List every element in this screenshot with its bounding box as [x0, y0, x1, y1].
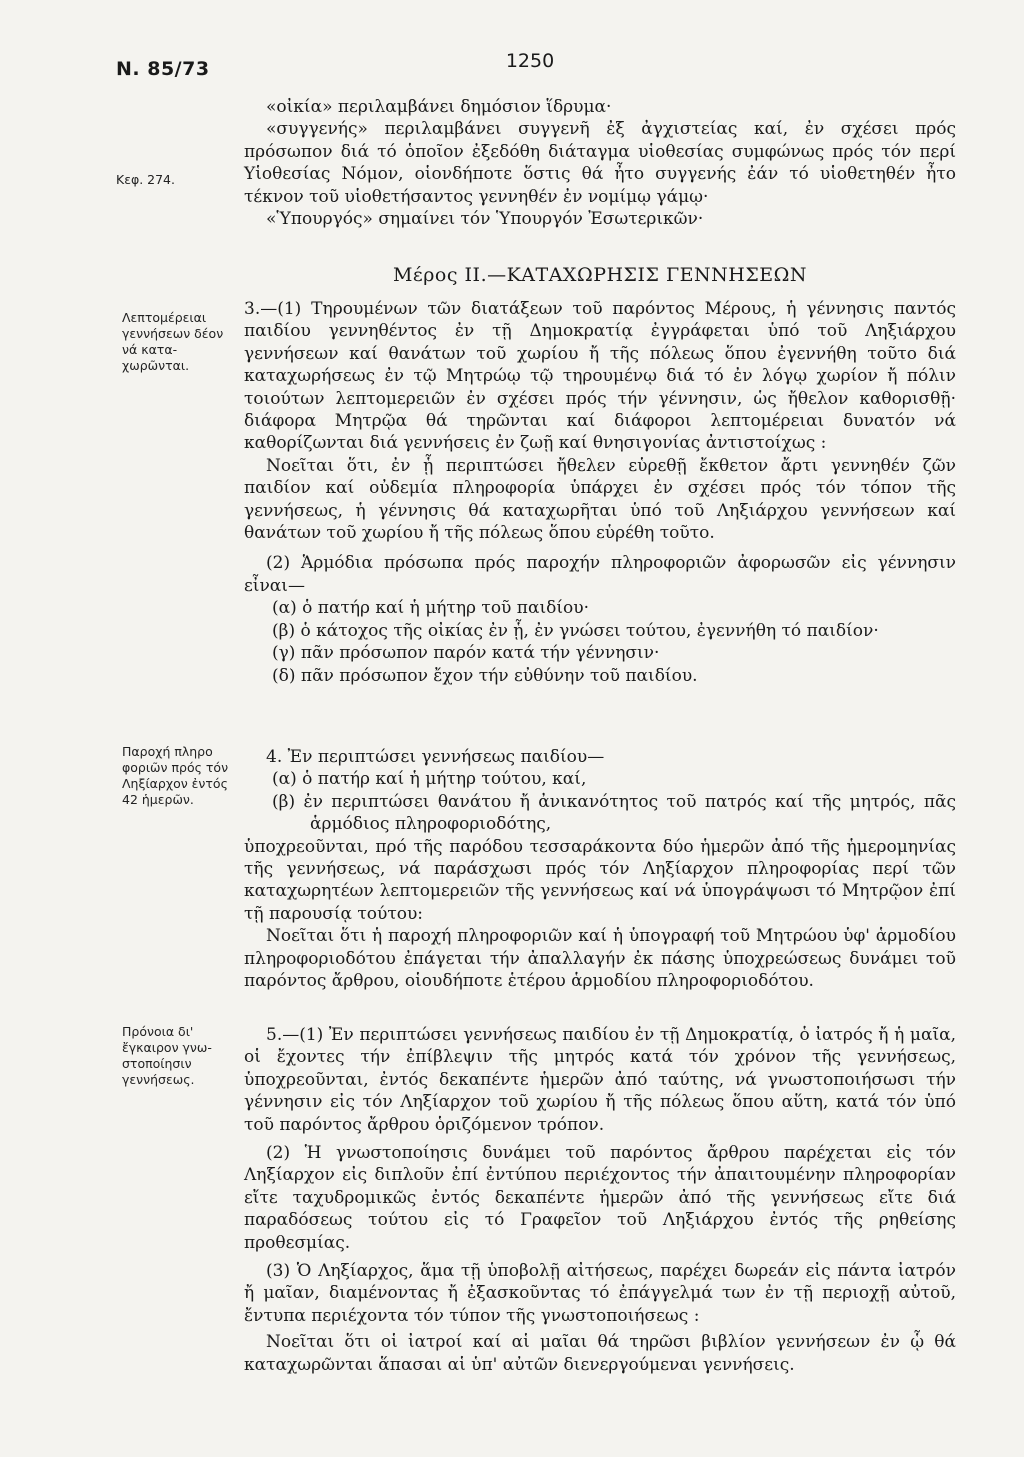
section-5-paragraph-2: (2) Ἡ γνωστοποίησις δυνάμει τοῦ παρόντος ἄρθρου παρέχεται εἰς τόν Ληξίαρχον εἰς διπλοῦν ἐπί ἐντύπου περιέχοντος τήν ἀπαιτουμένην πληροφορίαν εἴτε ταχυδρομικῶς ἐντός δεκαπέντε ἡμερῶν ἀπό τῆς γεννήσεως εἴτε διά παραδόσεως τούτου εἰς τό Γραφεῖον τοῦ Ληξιάρχου ἐντός τῆς ρηθείσης προθεσμίας.	[244, 1143, 956, 1253]
section-3	[244, 298, 956, 687]
margin-note-notification: Πρόνοια δι' ἔγκαιρον γνω-στοποίησιν γεννήσεως.	[122, 1024, 212, 1087]
section-4-item-b: (β) ἐν περιπτώσει θανάτου ἤ ἀνικανότητος τοῦ πατρός καί τῆς μητρός, πᾶς ἁρμόδιος πληροφοριοδότης,	[272, 791, 956, 835]
definition-syggenis: «συγγενής» περιλαμβάνει συγγενῆ ἐξ ἀγχιστείας καί, ἐν σχέσει πρός πρόσωπον διά τό ὁποῖον ἐξεδόθη διάταγμα υἱοθεσίας συμφώνως πρός τόν περί Υἱοθεσίας Νόμον, οἱονδήποτε ὅστις θά ἦτο συγγενής ἐάν τό υἱοθετηθέν ἦτο τέκνον τοῦ υἱοθετήσαντος γεννηθέν ἐν νομίμῳ γάμῳ·	[244, 119, 956, 207]
section-5-proviso: Νοεῖται ὅτι οἱ ἰατροί καί αἱ μαῖαι θά τηρῶσι βιβλίον γεννήσεων ἐν ᾧ θά καταχωρῶνται ἅπασαι αἱ ὑπ' αὐτῶν διενεργούμεναι γεννήσεις.	[244, 1332, 956, 1375]
section-3-item-c: (γ) πᾶν πρόσωπον παρόν κατά τήν γέννησιν·	[272, 643, 660, 664]
margin-note-birth-details: Λεπτομέρειαι γεννήσεων δέον νά κατα-χωρῶνται.	[122, 310, 224, 373]
definition-oikia: «οἰκία» περιλαμβάνει δημόσιον ἵδρυμα·	[266, 97, 612, 117]
section-5	[244, 1024, 956, 1376]
section-4-proviso: Νοεῖται ὅτι ἡ παροχή πληροφοριῶν καί ἡ ὑπογραφή τοῦ Μητρώου ὑφ' ἁρμοδίου πληροφοριοδότου ἐπάγεται τήν ἀπαλλαγήν ἐκ πάσης ὑποχρεώσεως δυνάμει τοῦ παρόντος ἄρθρου, οἱουδήποτε ἑτέρου ἁρμοδίου πληροφοριοδότου.	[244, 926, 956, 992]
margin-note-information: Παροχή πληρο φοριῶν πρός τόν Ληξίαρχον ἐντός 42 ἡμερῶν.	[122, 744, 229, 807]
law-reference: Ν. 85/73	[116, 58, 210, 80]
section-5-paragraph-3: (3) Ὁ Ληξίαρχος, ἅμα τῇ ὑποβολῇ αἰτήσεως, παρέχει δωρεάν εἰς πάντα ἰατρόν ἤ μαῖαν, διαμένοντας ἤ ἐξασκοῦντας τό ἐπάγγελμά των ἐν τῇ περιοχῇ αὐτοῦ, ἔντυπα περιέχοντα τόν τύπον τῆς γνωστοποιήσεως :	[244, 1261, 956, 1326]
section-3-paragraph-1: 3.—(1) Τηρουμένων τῶν διατάξεων τοῦ παρόντος Μέρους, ἡ γέννησις παντός παιδίου γεννηθέντος ἐν τῇ Δημοκρατίᾳ ἐγγράφεται ὑπό τοῦ Ληξιάρχου γεννήσεων καί θανάτων τοῦ χωρίου ἤ τῆς πόλεως ὅπου ἐγεννήθη τοῦτο διά καταχωρήσεως ἐν τῷ Μητρώῳ τῷ τηρουμένῳ διά τό ἐν λόγῳ χωρίον ἤ πόλιν τοιούτων λεπτομερειῶν ἐν σχέσει πρός τήν γέννησιν, ὡς ἤθελον καθορισθῇ· διάφορα Μητρῷα θά τηρῶνται καί διάφοροι λεπτομέρειαι δυνατόν νά καθορίζωνται διά γεννήσεις ἐν ζωῇ καί θνησιγονίας ἀντιστοίχως :	[244, 299, 956, 454]
section-3-proviso: Νοεῖται ὅτι, ἐν ᾗ περιπτώσει ἤθελεν εὑρεθῇ ἔκθετον ἄρτι γεννηθέν ζῶν παιδίον καί οὐδεμία πληροφορία ὑπάρχει ἐν σχέσει πρός τόν τόπον τῆς γεννήσεως, ἡ γέννησις θά καταχωρῆται ὑπό τοῦ Ληξιάρχου γεννήσεων καί θανάτων τοῦ χωρίου ἤ τῆς πόλεως ὅπου εὑρέθη τοῦτο.	[244, 455, 956, 544]
section-4-intro: 4. Ἐν περιπτώσει γεννήσεως παιδίου—	[266, 747, 605, 767]
section-4-body: ὑποχρεοῦνται, πρό τῆς παρόδου τεσσαράκοντα δύο ἡμερῶν ἀπό τῆς ἡμερομηνίας τῆς γεννήσεως, νά παράσχωσι πρός τόν Ληξίαρχον πληροφορίας περί τῶν καταχωρητέων λεπτομερειῶν τῆς γεννήσεως καί νά ὑπογράψωσι τό Μητρῷον ἐπί τῇ παρουσίᾳ τούτου:	[244, 836, 956, 924]
section-3-item-d: (δ) πᾶν πρόσωπον ἔχον τήν εὐθύνην τοῦ παιδίου.	[272, 665, 698, 686]
page-number: 1250	[505, 50, 555, 72]
part-heading: Μέρος ΙΙ.—ΚΑΤΑΧΩΡΗΣΙΣ ΓΕΝΝΗΣΕΩΝ	[392, 264, 808, 286]
definition-ypourgos: «Ὑπουργός» σημαίνει τόν Ὑπουργόν Ἐσωτερικῶν·	[266, 209, 704, 230]
section-4	[244, 746, 956, 992]
section-5-paragraph-1: 5.—(1) Ἐν περιπτώσει γεννήσεως παιδίου ἐν τῇ Δημοκρατίᾳ, ὁ ἰατρός ἤ ἡ μαῖα, οἱ ἔχοντες τήν ἐπίβλεψιν τῆς μητρός κατά τόν χρόνον τῆς γεννήσεως, ὑποχρεοῦνται, ἐντός δεκαπέντε ἡμερῶν ἀπό ταύτης, νά γνωστοποιήσωσι τήν γέννησιν εἰς τόν Ληξίαρχον τοῦ χωρίου ἤ τῆς πόλεως ὅπου αὕτη, κατά τόν ὑπό τοῦ παρόντος ἄρθρου ὁριζόμενον τρόπον.	[244, 1025, 956, 1135]
section-3-paragraph-2: (2) Ἁρμόδια πρόσωπα πρός παροχήν πληροφοριῶν ἀφορωσῶν εἰς γέννησιν εἶναι—	[244, 553, 956, 596]
section-3-item-a: (α) ὁ πατήρ καί ἡ μήτηρ τοῦ παιδίου·	[272, 598, 589, 619]
section-4-item-a: (α) ὁ πατήρ καί ἡ μήτηρ τούτου, καί,	[272, 769, 587, 790]
section-3-item-b: (β) ὁ κάτοχος τῆς οἰκίας ἐν ᾗ, ἐν γνώσει τούτου, ἐγεννήθη τό παιδίον·	[272, 620, 879, 641]
definitions-block	[244, 96, 956, 230]
margin-note-chapter: Κεφ. 274.	[116, 172, 175, 187]
